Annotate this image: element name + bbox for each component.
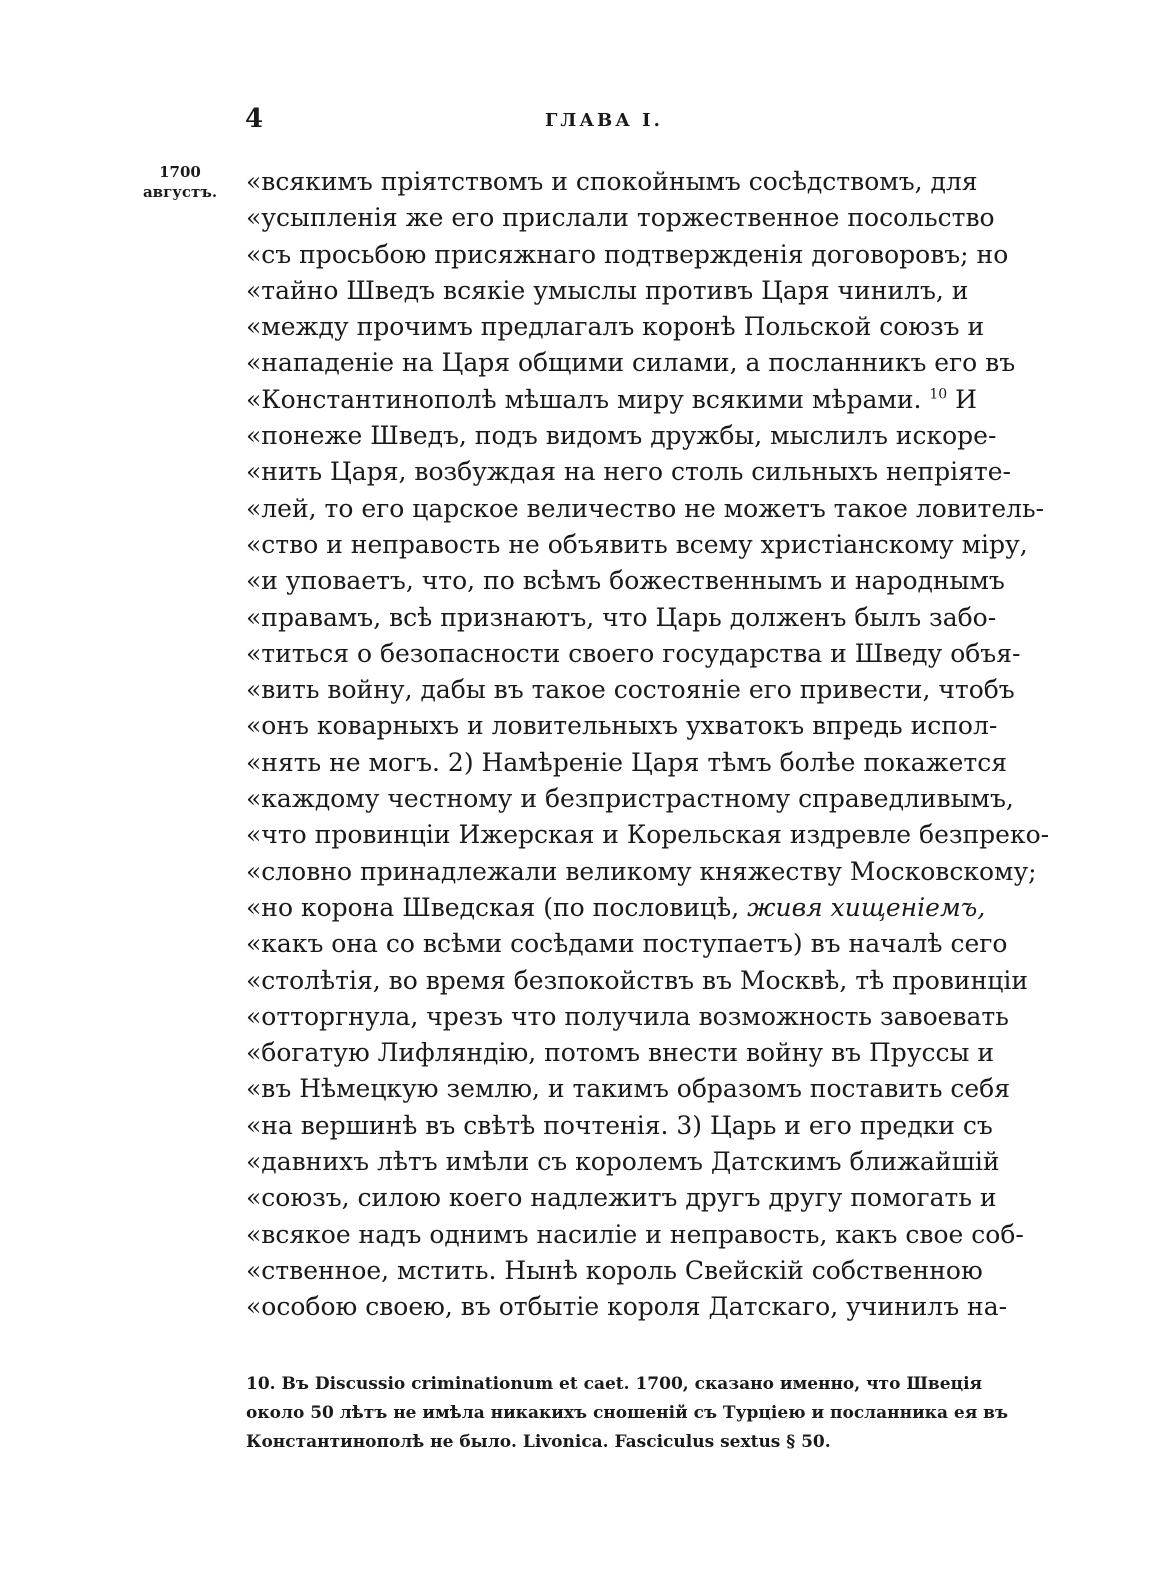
text-line: «союзъ, силою коего надлежитъ другъ другу помогать и <box>246 1183 997 1213</box>
text-line: «титься о безопасности своего государства и Шведу объя- <box>246 638 1021 668</box>
text-line: «всякое надъ однимъ насиліе и неправость, какъ свое соб- <box>246 1219 1024 1249</box>
text-line: «столѣтія, во время безпокойствъ въ Москвѣ, тѣ провинціи <box>246 965 1028 995</box>
text-line: «отторгнула, чрезъ что получила возможность завоевать <box>246 1001 1009 1031</box>
footnote-line: Константинополѣ не было. Livonica. Fasciculus sextus § 50. <box>246 1432 831 1452</box>
text-line: «особою своею, въ отбытіе короля Датскаго, учинилъ на- <box>246 1292 1008 1322</box>
text-line <box>246 382 977 418</box>
text-line <box>246 890 986 926</box>
text-line: «правамъ, всѣ признаютъ, что Царь долженъ былъ забо- <box>246 602 997 632</box>
text-line: «словно принадлежали великому княжеству Московскому; <box>246 856 1037 886</box>
text-line: «богатую Лифляндію, потомъ внести войну въ Пруссы и <box>246 1038 995 1068</box>
body-text <box>246 164 1050 1326</box>
text-line: «тайно Шведъ всякіе умыслы противъ Царя чинилъ, и <box>246 275 969 305</box>
text-line: «ство и неправость не объявить всему христіанскому міру, <box>246 529 1028 559</box>
text-segment: И <box>955 384 977 414</box>
text-line: «усыпленія же его прислали торжественное посольство <box>246 203 995 233</box>
text-line: «вить войну, дабы въ такое состояніе его привести, чтобъ <box>246 675 1015 705</box>
text-line: «нападеніе на Царя общими силами, а посланникъ его въ <box>246 348 1016 378</box>
footnote-line: 10. Въ Discussio criminationum et caet. 1700, сказано именно, что Швеція <box>246 1374 983 1394</box>
text-line: «нить Царя, возбуждая на него столь сильныхъ непріяте- <box>246 457 1011 487</box>
text-line: «что провинціи Ижерская и Корельская издревле безпреко- <box>246 820 1050 850</box>
text-line: «нять не могъ. 2) Намѣреніе Царя тѣмъ болѣе покажется <box>246 747 1008 777</box>
page-number: 4 <box>245 104 264 134</box>
text-line: «на вершинѣ въ свѣтѣ почтенія. 3) Царь и его предки съ <box>246 1110 993 1140</box>
text-line: «онъ коварныхъ и ловительныхъ ухватокъ впредь испол- <box>246 711 998 741</box>
text-line: «лей, то его царское величество не можетъ такое ловитель- <box>246 493 1045 523</box>
text-segment: «но корона Шведская (по пословицѣ, <box>246 892 740 922</box>
text-line: «каждому честному и безпристрастному справедливымъ, <box>246 784 1014 814</box>
chapter-title: ГЛАВА I. <box>545 110 663 131</box>
margin-year: 1700 <box>159 163 201 181</box>
text-line: «понеже Шведъ, подъ видомъ дружбы, мыслилъ искоре- <box>246 421 997 451</box>
margin-month: августъ. <box>142 183 218 201</box>
margin-date-note <box>138 162 222 202</box>
footnote <box>246 1370 1009 1457</box>
text-line: «какъ она со всѣми сосѣдами поступаетъ) въ началѣ сего <box>246 929 1008 959</box>
text-line: «давнихъ лѣтъ имѣли съ королемъ Датскимъ ближайшій <box>246 1147 1000 1177</box>
text-line: «и уповаетъ, что, по всѣмъ божественнымъ и народнымъ <box>246 566 1005 596</box>
footnote-reference: 10 <box>929 386 948 403</box>
text-segment: «Константинополѣ мѣшалъ миру всякими мѣрами. <box>246 384 922 414</box>
italic-phrase: живя хищеніемъ, <box>747 892 986 922</box>
text-line: «между прочимъ предлагалъ коронѣ Польской союзъ и <box>246 312 985 342</box>
text-line: «съ просьбою присяжнаго подтвержденія договоровъ; но <box>246 239 1009 269</box>
text-line: «ственное, мстить. Нынѣ король Свейскій собственною <box>246 1255 983 1285</box>
text-line: «въ Нѣмецкую землю, и такимъ образомъ поставить себя <box>246 1074 1011 1104</box>
footnote-line: около 50 лѣтъ не имѣла никакихъ сношеній съ Турціею и посланника ея въ <box>246 1403 1009 1423</box>
text-line: «всякимъ пріятствомъ и спокойнымъ сосѣдствомъ, для <box>246 167 978 196</box>
